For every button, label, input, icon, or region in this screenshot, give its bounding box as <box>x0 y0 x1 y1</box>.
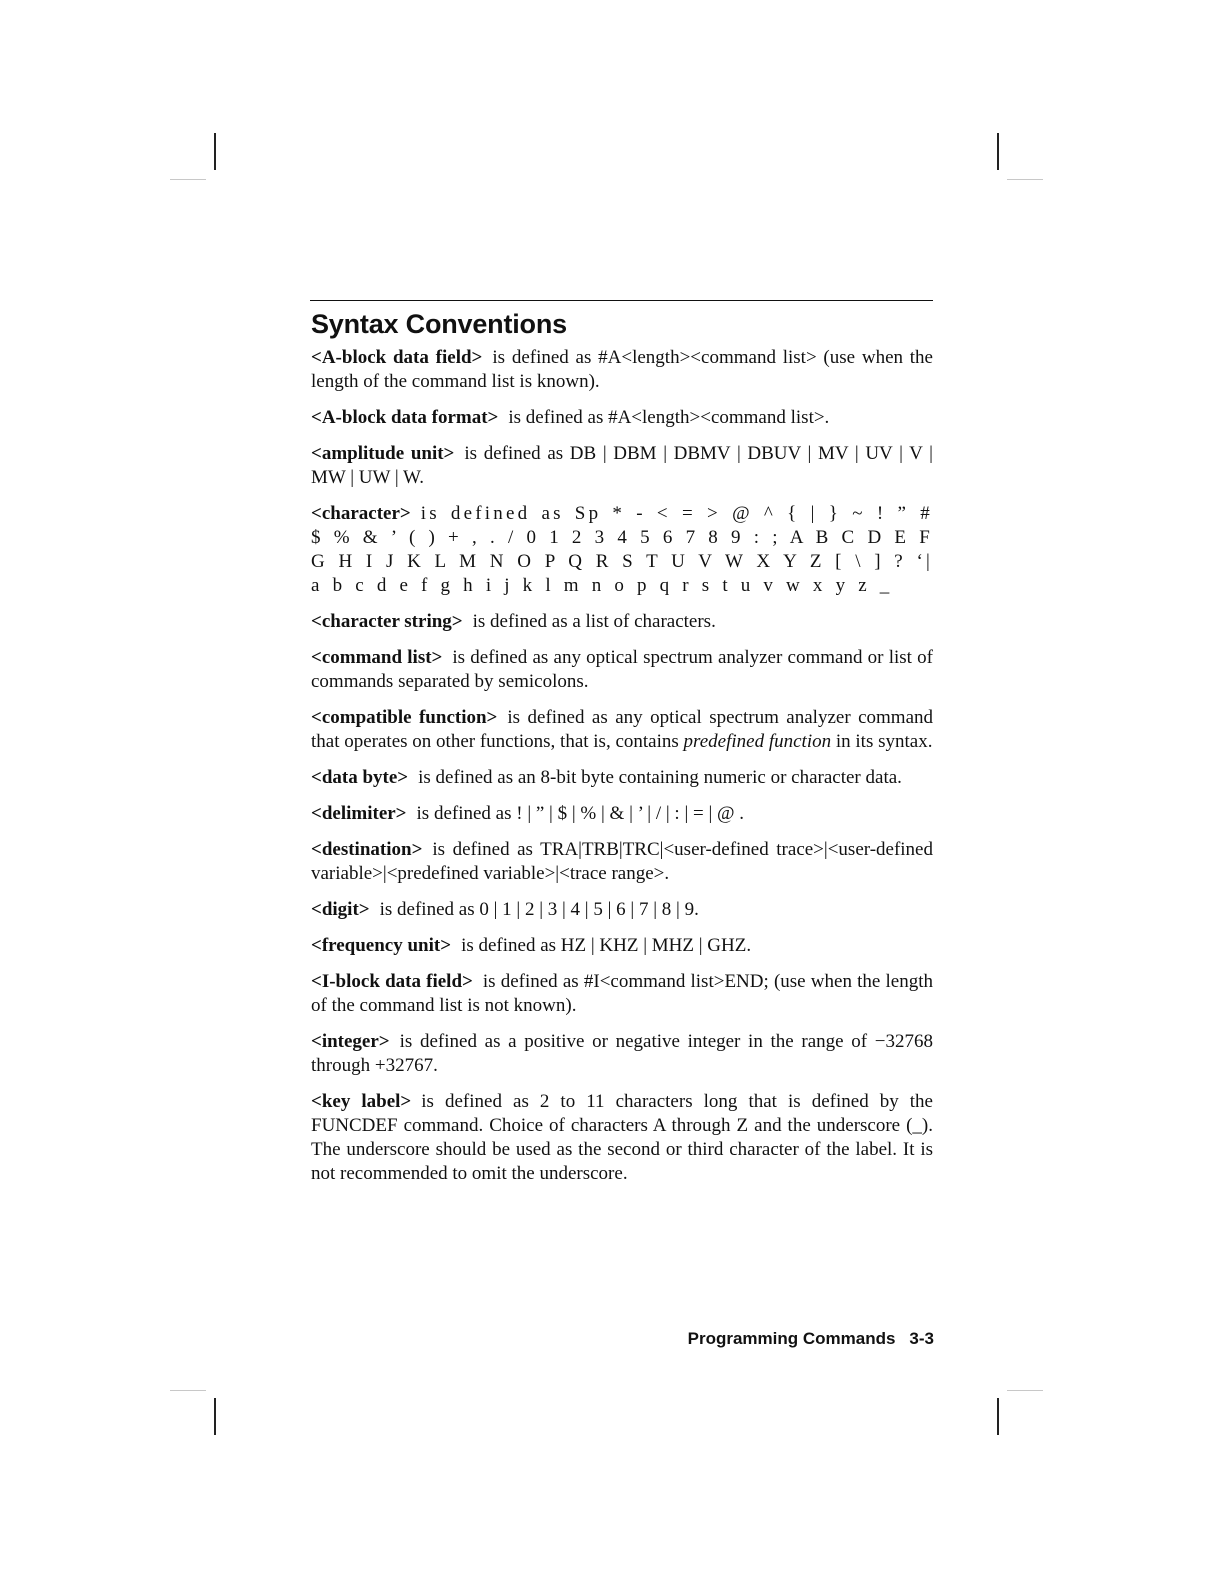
definition-entry <box>311 502 933 598</box>
definition-text: is defined as TRA|TRB|TRC|<user-defined trace>|<user-defined variable>|<predefined variable>|<trace range>. <box>311 839 933 884</box>
definition-entry <box>311 646 933 694</box>
trim-line-bottom-right <box>1007 1390 1043 1391</box>
definition-text: is defined as 0 | 1 | 2 | 3 | 4 | 5 | 6 | 7 | 8 | 9. <box>379 899 699 920</box>
crop-mark-top-left <box>214 133 216 170</box>
definition-term: <digit> <box>311 899 370 920</box>
page-footer <box>640 1329 934 1349</box>
definition-entry <box>311 706 933 754</box>
definition-entry <box>311 970 933 1018</box>
definition-entry <box>311 1030 933 1078</box>
definition-term: <character string> <box>311 611 463 632</box>
definition-text: is defined as #A<length><command list>. <box>508 407 830 428</box>
definition-text: is defined as a list of characters. <box>472 611 716 632</box>
definition-text: is defined as a positive or negative integer in the range of −32768 through +32767. <box>311 1031 933 1076</box>
page-content <box>311 300 933 1198</box>
definition-text: is defined as HZ | KHZ | MHZ | GHZ. <box>461 935 752 956</box>
definition-term: <compatible function> <box>311 707 498 728</box>
definition-entry <box>311 346 933 394</box>
definition-entry <box>311 1090 933 1186</box>
definition-entry <box>311 766 933 790</box>
definition-text: is defined as 2 to 11 characters long that is defined by the FUNCDEF command. Choice of characters A through Z and the underscore (_). The underscore should be used as the second or third character of the label. It is not recommended to omit the underscore. <box>311 1091 933 1184</box>
definition-text: is defined as Sp * - < = > @ ^ { | } ~ ! ” # $ % & ’ ( ) + , . / 0 1 2 3 4 5 6 7 8 9 : ; A B C D E F G H I J K L M N O P Q R S T U V W X Y Z [ \ ] ? ‘| a b c d e f g h i j k l m n o p q r s t u v w x y z _ <box>311 503 933 596</box>
definition-text-end: in its syntax. <box>835 731 933 752</box>
definition-text: is defined as any optical spectrum analyzer command or list of commands separated by semicolons. <box>311 647 933 692</box>
definition-entry <box>311 802 933 826</box>
definition-term: <I-block data field> <box>311 971 473 992</box>
page-number: 3-3 <box>909 1329 934 1348</box>
definition-text: is defined as any optical spectrum analyzer command that operates on other functions, that is, contains <box>311 707 934 752</box>
definition-text: is defined as an 8-bit byte containing numeric or character data. <box>418 767 902 788</box>
definition-entry <box>311 406 933 430</box>
definition-term: <delimiter> <box>311 803 407 824</box>
trim-line-top-right <box>1007 179 1043 180</box>
section-rule <box>310 300 933 301</box>
definition-entry <box>311 610 933 634</box>
definition-entry <box>311 898 933 922</box>
definition-term: <command list> <box>311 647 443 668</box>
crop-mark-top-right <box>997 133 999 170</box>
footer-chapter: Programming Commands <box>687 1329 896 1348</box>
trim-line-top-left <box>170 179 206 180</box>
definition-term: <frequency unit> <box>311 935 452 956</box>
definition-text: is defined as ! | ” | $ | % | & | ’ | / | : | = | @ . <box>416 803 745 824</box>
trim-line-bottom-left <box>170 1390 206 1391</box>
definition-entry <box>311 838 933 886</box>
definition-term: <character> <box>311 503 411 524</box>
definition-term: <key label> <box>311 1091 412 1112</box>
definition-term: <data byte> <box>311 767 409 788</box>
definition-term: <integer> <box>311 1031 390 1052</box>
definition-term: <A-block data field> <box>311 347 483 368</box>
definition-text: is defined as #I<command list>END; (use when the length of the command list is not known). <box>311 971 933 1016</box>
definition-term: <destination> <box>311 839 423 860</box>
definition-text: is defined as #A<length><command list> (use when the length of the command list is known). <box>311 347 933 392</box>
definition-term: <amplitude unit> <box>311 443 455 464</box>
definition-text: is defined as DB | DBM | DBMV | DBUV | MV | UV | V | MW | UW | W. <box>311 443 933 488</box>
definition-emphasis: predefined function <box>683 731 832 752</box>
definition-term: <A-block data format> <box>311 407 499 428</box>
section-title: Syntax Conventions <box>311 309 567 339</box>
definition-entry <box>311 442 933 490</box>
crop-mark-bottom-left <box>214 1398 216 1435</box>
crop-mark-bottom-right <box>997 1398 999 1435</box>
definition-entry <box>311 934 933 958</box>
